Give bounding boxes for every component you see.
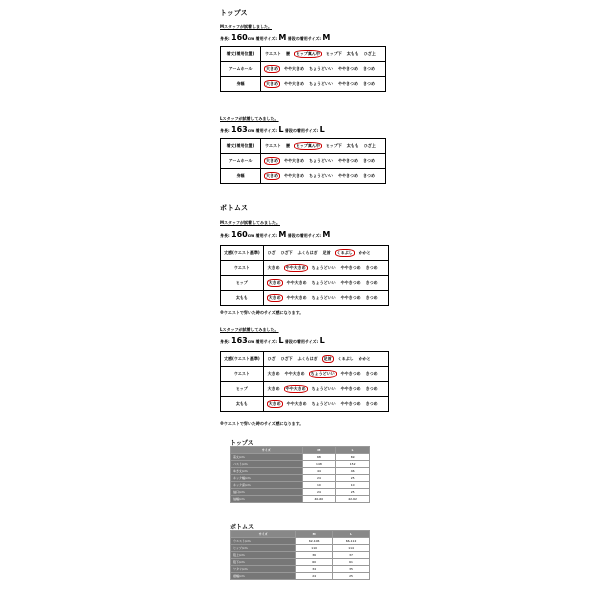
size-cell: 44 bbox=[302, 468, 336, 475]
size-tops-table bbox=[230, 446, 370, 503]
fit-option: 大きめ bbox=[267, 386, 280, 391]
size-row bbox=[231, 496, 370, 503]
fit-option: ひざ下 bbox=[280, 250, 293, 255]
fit-option: ふくらはぎ bbox=[297, 250, 318, 255]
fit-option: きつめ bbox=[365, 280, 378, 285]
size-row bbox=[231, 552, 370, 559]
fit-option-selected: 大きめ bbox=[268, 401, 281, 406]
fit-option-selected: ヒップ真ん中 bbox=[296, 143, 320, 148]
size-row-label: ネック幅/cm bbox=[231, 475, 303, 482]
fit-row-options bbox=[261, 77, 386, 92]
fit-option: 大きめ bbox=[267, 265, 280, 270]
tops-l-fit-table bbox=[220, 138, 386, 184]
tops-l-note: Lスタッフが試着してみました。 bbox=[220, 116, 279, 121]
fit-option: 足首 bbox=[322, 250, 331, 255]
size-cell: 68 bbox=[302, 454, 336, 461]
size-header-row bbox=[231, 447, 370, 454]
size-header-cell: サイズ bbox=[231, 531, 296, 538]
size-bottoms-title: ボトムス bbox=[230, 524, 255, 531]
size-cell: 25 bbox=[336, 475, 370, 482]
fit-row-label: ウエスト bbox=[221, 261, 264, 276]
size-row-label: バスト/cm bbox=[231, 461, 303, 468]
fit-row bbox=[221, 169, 386, 184]
fit-option: やや大きめ bbox=[286, 295, 307, 300]
size-cell: 62-106 bbox=[296, 538, 333, 545]
size-cell: 24 bbox=[302, 475, 336, 482]
fit-option: ややきつめ bbox=[340, 371, 361, 376]
fit-option: ヒップ下 bbox=[325, 143, 342, 148]
size-cell: 10 bbox=[302, 482, 336, 489]
fit-option: きつめ bbox=[363, 158, 375, 163]
fit-row-label: 丈感(ウエスト基準) bbox=[221, 352, 264, 367]
fit-option: ややきつめ bbox=[338, 66, 358, 71]
fit-option: ちょうどいい bbox=[311, 401, 336, 406]
fit-row-options bbox=[263, 352, 388, 367]
size-header-cell: L bbox=[333, 531, 370, 538]
fit-row-label: 着丈(着用位置) bbox=[221, 47, 261, 62]
size-cell: 35 bbox=[333, 566, 370, 573]
fit-option-selected: 大きめ bbox=[268, 280, 281, 285]
fit-row bbox=[221, 62, 386, 77]
fit-option: ややきつめ bbox=[340, 265, 361, 270]
fit-option: やや大きめ bbox=[284, 66, 304, 71]
bottoms-l-note: Lスタッフが試着してみました。 bbox=[220, 327, 279, 332]
fit-row-options bbox=[261, 139, 386, 154]
size-row-label: 股上/cm bbox=[231, 552, 296, 559]
tops-m-note: Mスタッフが試着しました。 bbox=[220, 24, 272, 29]
fit-option: きつめ bbox=[363, 66, 375, 71]
bottoms-l-footnote: ※ウエストで穿いた時のサイズ感になります。 bbox=[220, 421, 304, 426]
size-header-cell: M bbox=[296, 531, 333, 538]
fit-row bbox=[221, 397, 389, 412]
fit-option-selected: やや大きめ bbox=[285, 265, 306, 270]
bottoms-l-fit-table bbox=[220, 351, 389, 412]
fit-row bbox=[221, 276, 389, 291]
fit-option: 腰 bbox=[286, 143, 290, 148]
fit-row-label: 太もも bbox=[221, 397, 264, 412]
size-cell: 37 bbox=[333, 552, 370, 559]
size-cell: 114 bbox=[333, 545, 370, 552]
fit-row-label: ヒップ bbox=[221, 276, 264, 291]
fit-option: きつめ bbox=[365, 386, 378, 391]
size-cell: 148 bbox=[302, 461, 336, 468]
size-cell: 34 bbox=[296, 566, 333, 573]
bottoms-m-profile: 身長: 160cm 着用サイズ: M 普段の着用サイズ: M bbox=[220, 230, 331, 239]
fit-row-options bbox=[261, 62, 386, 77]
size-header-cell: M bbox=[302, 447, 336, 454]
size-cell: 25 bbox=[336, 489, 370, 496]
size-row bbox=[231, 573, 370, 580]
fit-row-options bbox=[261, 169, 386, 184]
fit-row-options bbox=[261, 47, 386, 62]
fit-option-selected: ヒップ真ん中 bbox=[296, 51, 320, 56]
fit-row-label: アームホール bbox=[221, 154, 261, 169]
size-cell: 40-60 bbox=[302, 496, 336, 503]
size-cell: 42-62 bbox=[336, 496, 370, 503]
fit-option: かかと bbox=[358, 250, 371, 255]
fit-row bbox=[221, 352, 389, 367]
size-cell: 10 bbox=[336, 482, 370, 489]
fit-row-label: 身幅 bbox=[221, 169, 261, 184]
fit-option: やや大きめ bbox=[286, 401, 307, 406]
bottoms-m-note: Mスタッフが試着してみました。 bbox=[220, 220, 280, 225]
fit-option: かかと bbox=[358, 356, 371, 361]
bottoms-title: ボトムス bbox=[220, 204, 248, 212]
size-row bbox=[231, 545, 370, 552]
fit-option: ちょうどいい bbox=[311, 265, 336, 270]
size-cell: 46 bbox=[336, 468, 370, 475]
size-row-label: 股下/cm bbox=[231, 559, 296, 566]
tops-m-fit-table bbox=[220, 46, 386, 92]
size-row-label: 袖幅/cm bbox=[231, 496, 303, 503]
fit-option: ややきつめ bbox=[340, 280, 361, 285]
fit-row-options bbox=[263, 382, 388, 397]
size-row-label: ウエスト/cm bbox=[231, 538, 296, 545]
fit-row-label: 身幅 bbox=[221, 77, 261, 92]
fit-row-label: ウエスト bbox=[221, 367, 264, 382]
fit-option: ちょうどいい bbox=[309, 66, 333, 71]
size-row-label: ワタリ/cm bbox=[231, 566, 296, 573]
fit-option-selected: 大きめ bbox=[268, 295, 281, 300]
fit-option: ややきつめ bbox=[338, 158, 358, 163]
size-header-cell: L bbox=[336, 447, 370, 454]
fit-option: ふくらはぎ bbox=[297, 356, 318, 361]
fit-row-options bbox=[263, 246, 388, 261]
fit-row-options bbox=[263, 261, 388, 276]
fit-row bbox=[221, 367, 389, 382]
tops-title: トップス bbox=[220, 9, 248, 17]
fit-option: やや大きめ bbox=[284, 158, 304, 163]
fit-option-selected: 足首 bbox=[323, 356, 332, 361]
size-row bbox=[231, 475, 370, 482]
fit-option: きつめ bbox=[365, 371, 378, 376]
fit-option-selected: ちょうどいい bbox=[310, 371, 335, 376]
fit-row-options bbox=[263, 276, 388, 291]
fit-option-selected: 大きめ bbox=[266, 81, 278, 86]
fit-option: ひざ上 bbox=[363, 143, 376, 148]
fit-option-selected: 大きめ bbox=[266, 173, 278, 178]
bottoms-m-footnote: ※ウエストで穿いた時のサイズ感になります。 bbox=[220, 310, 304, 315]
fit-option: ちょうどいい bbox=[311, 386, 336, 391]
fit-option-selected: くるぶし bbox=[336, 250, 353, 255]
fit-row bbox=[221, 261, 389, 276]
fit-option: ウエスト bbox=[265, 51, 281, 56]
size-header-row bbox=[231, 531, 370, 538]
fit-option: ややきつめ bbox=[340, 295, 361, 300]
size-row-label: ヒップ/cm bbox=[231, 545, 296, 552]
size-cell: 24 bbox=[296, 573, 333, 580]
fit-option: きつめ bbox=[363, 81, 375, 86]
fit-option: ヒップ下 bbox=[325, 51, 342, 56]
size-cell: 25 bbox=[333, 573, 370, 580]
fit-option: ちょうどいい bbox=[309, 173, 333, 178]
fit-option-selected: 大きめ bbox=[266, 66, 278, 71]
fit-row bbox=[221, 154, 386, 169]
size-row bbox=[231, 566, 370, 573]
size-row-label: 袖口/cm bbox=[231, 489, 303, 496]
fit-row bbox=[221, 139, 386, 154]
size-row bbox=[231, 482, 370, 489]
fit-row-label: 着丈(着用位置) bbox=[221, 139, 261, 154]
size-cell: 152 bbox=[336, 461, 370, 468]
fit-row bbox=[221, 77, 386, 92]
fit-option: きつめ bbox=[365, 265, 378, 270]
fit-option-selected: 大きめ bbox=[266, 158, 278, 163]
fit-option: 太もも bbox=[346, 143, 359, 148]
fit-option: ちょうどいい bbox=[309, 158, 333, 163]
fit-row bbox=[221, 246, 389, 261]
fit-option: きつめ bbox=[363, 173, 375, 178]
fit-option: ひざ下 bbox=[280, 356, 293, 361]
fit-option: 腰 bbox=[286, 51, 290, 56]
fit-option: ひざ bbox=[267, 250, 276, 255]
fit-row bbox=[221, 47, 386, 62]
size-row bbox=[231, 538, 370, 545]
fit-row bbox=[221, 291, 389, 306]
fit-row-label: ヒップ bbox=[221, 382, 264, 397]
fit-option: くるぶし bbox=[337, 356, 354, 361]
fit-option-selected: やや大きめ bbox=[285, 386, 306, 391]
fit-row bbox=[221, 382, 389, 397]
bottoms-m-fit-table bbox=[220, 245, 389, 306]
size-row bbox=[231, 559, 370, 566]
size-row bbox=[231, 454, 370, 461]
fit-option: ちょうどいい bbox=[311, 280, 336, 285]
tops-m-profile: 身長: 160cm 着用サイズ: M 普段の着用サイズ: M bbox=[220, 33, 331, 42]
fit-row-options bbox=[263, 367, 388, 382]
size-cell: 66-112 bbox=[333, 538, 370, 545]
fit-option: ややきつめ bbox=[338, 173, 358, 178]
size-row-label: ネック深/cm bbox=[231, 482, 303, 489]
fit-option: やや大きめ bbox=[284, 81, 304, 86]
size-cell: 61 bbox=[333, 559, 370, 566]
bottoms-l-profile: 身長: 163cm 着用サイズ: L 普段の着用サイズ: L bbox=[220, 336, 325, 345]
fit-row-label: 丈感(ウエスト基準) bbox=[221, 246, 264, 261]
size-row bbox=[231, 468, 370, 475]
size-bottoms-table bbox=[230, 530, 370, 580]
size-cell: 60 bbox=[296, 559, 333, 566]
fit-option: やや大きめ bbox=[284, 173, 304, 178]
size-cell: 69 bbox=[336, 454, 370, 461]
size-row-label: ゆき丈/cm bbox=[231, 468, 303, 475]
size-row-label: 着丈/cm bbox=[231, 454, 303, 461]
fit-row-options bbox=[263, 291, 388, 306]
fit-option: ややきつめ bbox=[340, 386, 361, 391]
fit-option: きつめ bbox=[365, 401, 378, 406]
fit-option: ひざ上 bbox=[363, 51, 376, 56]
fit-option: きつめ bbox=[365, 295, 378, 300]
fit-row-label: アームホール bbox=[221, 62, 261, 77]
fit-option: ややきつめ bbox=[338, 81, 358, 86]
size-header-cell: サイズ bbox=[231, 447, 303, 454]
fit-option: ちょうどいい bbox=[311, 295, 336, 300]
fit-option: ひざ bbox=[267, 356, 276, 361]
size-row bbox=[231, 461, 370, 468]
size-row-label: 裾幅/cm bbox=[231, 573, 296, 580]
size-tops-title: トップス bbox=[230, 440, 254, 447]
size-cell: 36 bbox=[296, 552, 333, 559]
size-row bbox=[231, 489, 370, 496]
fit-option: 太もも bbox=[346, 51, 359, 56]
fit-option: ややきつめ bbox=[340, 401, 361, 406]
fit-row-options bbox=[261, 154, 386, 169]
fit-option: やや大きめ bbox=[286, 280, 307, 285]
tops-l-profile: 身長: 163cm 着用サイズ: L 普段の着用サイズ: L bbox=[220, 125, 325, 134]
size-cell: 24 bbox=[302, 489, 336, 496]
fit-option: 大きめ bbox=[267, 371, 280, 376]
fit-option: ちょうどいい bbox=[309, 81, 333, 86]
fit-option: ウエスト bbox=[265, 143, 281, 148]
fit-row-label: 太もも bbox=[221, 291, 264, 306]
size-cell: 110 bbox=[296, 545, 333, 552]
fit-option: やや大きめ bbox=[284, 371, 305, 376]
fit-row-options bbox=[263, 397, 388, 412]
